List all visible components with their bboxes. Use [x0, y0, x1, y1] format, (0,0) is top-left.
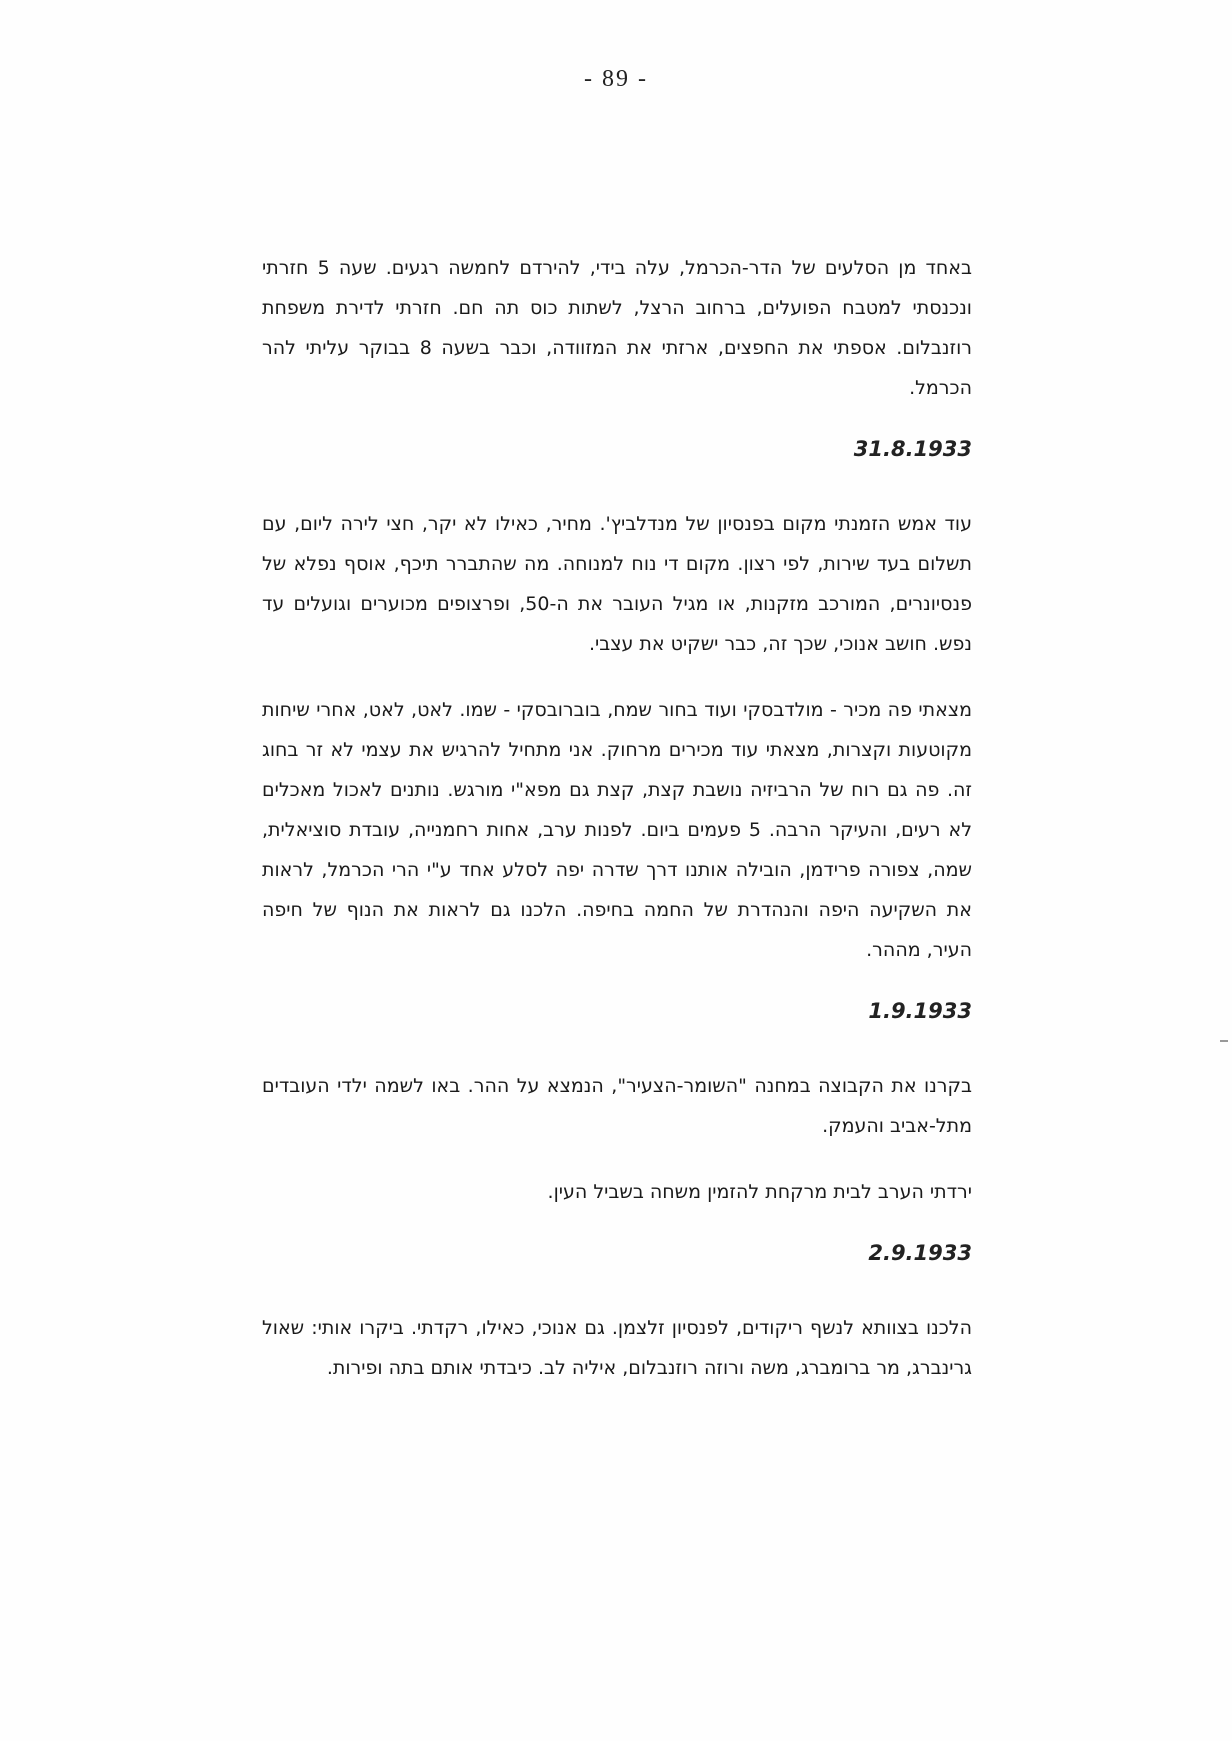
paragraph: בקרנו את הקבוצה במחנה "השומר-הצעיר", הנמצא על ההר. באו לשמה ילדי העובדים מתל-אביב והעמק. — [262, 1075, 972, 1137]
paragraph: באחד מן הסלעים של הדר-הכרמל, עלה בידי, להירדם לחמשה רגעים. שעה 5 חזרתי ונכנסתי למטבח הפועלים, ברחוב הרצל, לשתות כוס תה חם. חזרתי לדירת משפחת רוזנבלום. אספתי את החפצים, ארזתי את המזוודה, וכבר בשעה 8 בבוקר עליתי להר הכרמל. — [262, 257, 972, 399]
paragraph: הלכנו בצוותא לנשף ריקודים, לפנסיון זלצמן. גם אנוכי, כאילו, רקדתי. ביקרו אותי: שאול גרינברג, מר ברומברג, משה ורוזה רוזנבלום, איליה לב. כיבדתי אותם בתה ופירות. — [262, 1317, 972, 1379]
paragraph: עוד אמש הזמנתי מקום בפנסיון של מנדלביץ'. מחיר, כאילו לא יקר, חצי לירה ליום, עם תשלום בעד שירות, לפי רצון. מקום די נוח למנוחה. מה שהתברר תיכף, אוסף נפלא של פנסיונרים, המורכב מזקנות, או מגיל העובר את ה-50, ופרצופים מכוערים וגועלים עד נפש. חושב אנוכי, שכך זה, כבר ישקיט את עצבי. — [262, 513, 972, 655]
diary-text — [262, 248, 972, 1414]
scan-margin-mark — [1220, 1040, 1228, 1042]
entry-date: 2.9.1933 — [868, 1241, 972, 1265]
entry-date: 31.8.1933 — [853, 437, 972, 461]
page-number: - 89 - — [584, 66, 648, 92]
paragraph: ירדתי הערב לבית מרקחת להזמין משחה בשביל העין. — [547, 1181, 972, 1203]
entry-date: 1.9.1933 — [868, 999, 972, 1023]
paragraph: מצאתי פה מכיר - מולדבסקי ועוד בחור שמח, בוברובסקי - שמו. לאט, לאט, אחרי שיחות מקוטעות וקצרות, מצאתי עוד מכירים מרחוק. אני מתחיל להרגיש את עצמי לא זר בחוג זה. פה גם רוח של הרביזיה נושבת קצת, קצת גם מפא"י מורגש. נותנים לאכול מאכלים לא רעים, והעיקר הרבה. 5 פעמים ביום. לפנות ערב, אחות רחמנייה, עובדת סוציאלית, שמה, צפורה פרידמן, הובילה אותנו דרך שדרה יפה לסלע אחד ע"י הרי הכרמל, לראות את השקיעה היפה והנהדרת של החמה בחיפה. הלכנו גם לראות את הנוף של חיפה העיר, מההר. — [262, 699, 973, 961]
